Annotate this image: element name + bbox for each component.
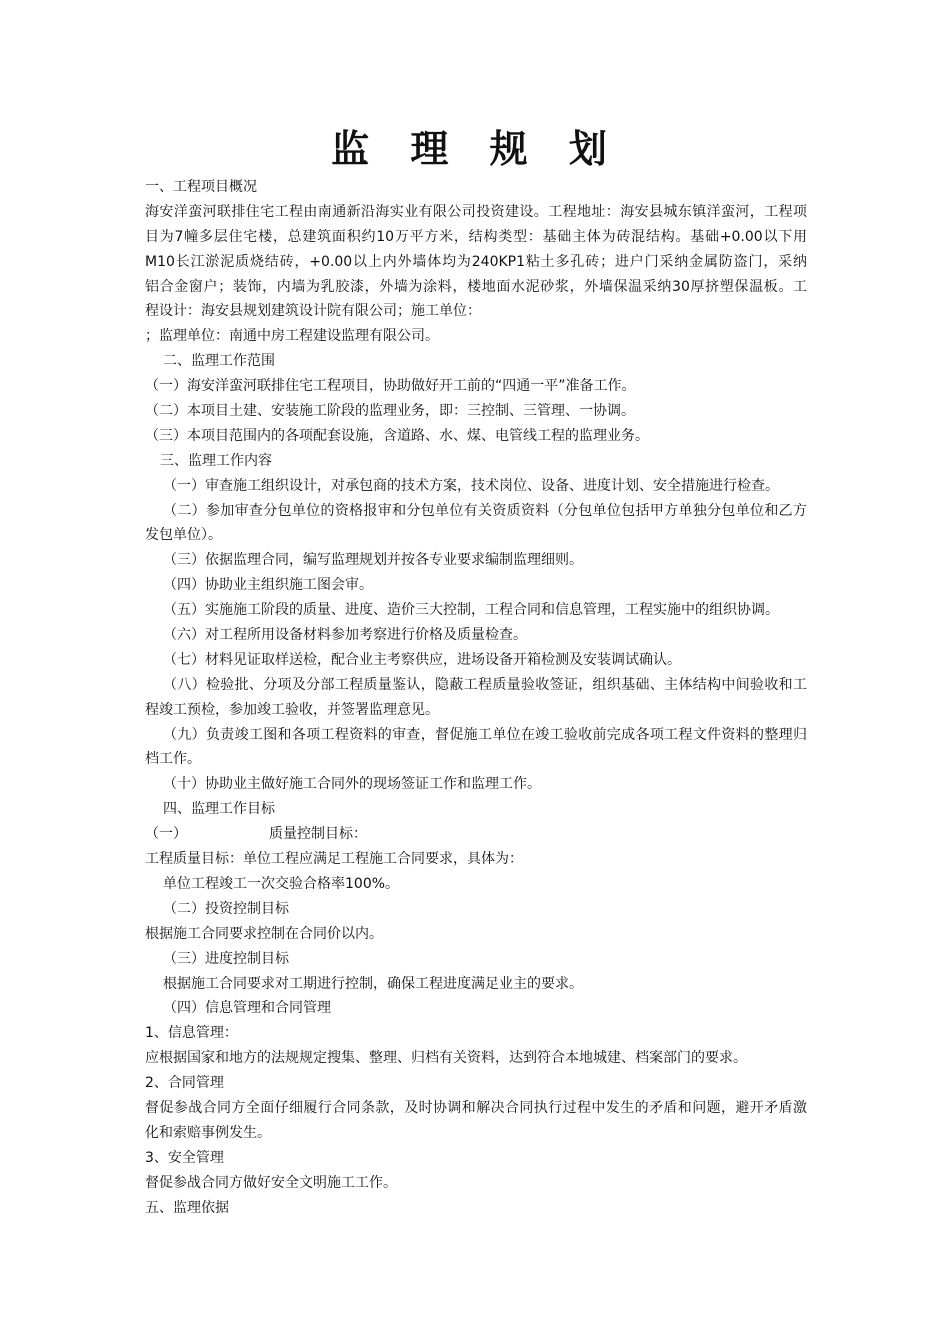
paragraph-line: 铝合金窗户；装饰，内墙为乳胶漆，外墙为涂料，楼地面水泥砂浆，外墙保温采纳30厚挤塑保温板。工 (145, 278, 807, 295)
list-item: （一）海安洋蛮河联排住宅工程项目，协助做好开工前的“四通一平”准备工作。 (145, 378, 636, 395)
list-item: （三）本项目范围内的各项配套设施，含道路、水、煤、电管线工程的监理业务。 (145, 427, 649, 444)
list-item: （八）检验批、分项及分部工程质量鉴认，隐蔽工程质量验收签证，组织基础、主体结构中间验收和工 (163, 676, 807, 693)
section-heading-overview: 一、工程项目概况 (145, 179, 257, 195)
list-item-continuation: 档工作。 (145, 751, 201, 768)
paragraph-line: ；监理单位：南通中房工程建设监理有限公司。 (145, 328, 439, 345)
subsection-heading-quality (145, 822, 807, 847)
list-item: （二）参加审查分包单位的资格报审和分包单位有关资质资料（分包单位包括甲方单独分包单位和乙方 (163, 502, 807, 519)
list-item-continuation: 程竣工预检，参加竣工验收，并签署监理意见。 (145, 701, 439, 718)
paragraph-line: 单位工程竣工一次交验合格率100%。 (163, 875, 400, 892)
list-item: （十）协助业主做好施工合同外的现场签证工作和监理工作。 (163, 776, 541, 793)
list-item: （六）对工程所用设备材料参加考察进行价格及质量检查。 (163, 627, 527, 644)
paragraph-line: 目为7幢多层住宅楼，总建筑面积约10万平方米，结构类型：基础主体为砖混结构。基础+0.00以下用 (145, 228, 807, 245)
list-item: （四）协助业主组织施工图会审。 (163, 577, 373, 594)
section-heading-basis: 五、监理依据 (145, 1199, 229, 1216)
list-item: （五）实施施工阶段的质量、进度、造价三大控制，工程合同和信息管理，工程实施中的组织协调。 (163, 602, 779, 619)
paragraph-line: 化和索赔事例发生。 (145, 1124, 271, 1141)
paragraph-line: M10长江淤泥质烧结砖，+0.00以上内外墙体均为240KP1粘土多孔砖；进户门采纳金属防盗门，采纳 (145, 253, 807, 270)
subsection-number: （一） (145, 826, 187, 843)
paragraph-line: 根据施工合同要求控制在合同价以内。 (145, 925, 383, 942)
paragraph-line: 督促参战合同方做好安全文明施工工作。 (145, 1174, 397, 1191)
list-item: （七）材料见证取样送检，配合业主考察供应，进场设备开箱检测及安装调试确认。 (163, 651, 681, 668)
list-item: （三）依据监理合同，编写监理规划并按各专业要求编制监理细则。 (163, 552, 583, 569)
paragraph-line: 应根据国家和地方的法规规定搜集、整理、归档有关资料，达到符合本地城建、档案部门的要求。 (145, 1050, 747, 1067)
section-heading-scope: 二、监理工作范围 (163, 353, 275, 370)
subsection-heading-information: （四）信息管理和合同管理 (163, 1000, 331, 1017)
paragraph-line: 程设计：海安县规划建筑设计院有限公司；施工单位： (145, 303, 481, 320)
item-heading: 3、安全管理 (145, 1149, 224, 1166)
document-title: 监 理 规 划 (331, 126, 621, 171)
item-heading: 2、合同管理 (145, 1075, 224, 1092)
list-item-continuation: 发包单位）。 (145, 527, 222, 544)
section-heading-content: 三、监理工作内容 (160, 452, 272, 469)
item-heading: 1、信息管理： (145, 1025, 238, 1042)
subsection-heading-investment: （二）投资控制目标 (163, 900, 289, 917)
paragraph-line: 督促参战合同方全面仔细履行合同条款，及时协调和解决合同执行过程中发生的矛盾和问题，避开矛盾激 (145, 1099, 807, 1116)
list-item: （一）审查施工组织设计，对承包商的技术方案，技术岗位、设备、进度计划、安全措施进行检查。 (163, 477, 779, 494)
paragraph-line: 根据施工合同要求对工期进行控制，确保工程进度满足业主的要求。 (163, 975, 583, 992)
section-heading-goals: 四、监理工作目标 (163, 801, 275, 818)
subsection-label: 质量控制目标： (269, 826, 367, 843)
list-item: （二）本项目土建、安装施工阶段的监理业务，即：三控制、三管理、一协调。 (145, 403, 635, 420)
document-body (145, 175, 807, 1220)
paragraph-line: 海安洋蛮河联排住宅工程由南通新沿海实业有限公司投资建设。工程地址：海安县城东镇洋蛮河，工程项 (145, 203, 807, 220)
subsection-heading-schedule: （三）进度控制目标 (163, 950, 289, 967)
list-item: （九）负责竣工图和各项工程资料的审查，督促施工单位在竣工验收前完成各项工程文件资料的整理归 (163, 726, 807, 743)
paragraph-line: 工程质量目标：单位工程应满足工程施工合同要求，具体为： (145, 851, 523, 868)
